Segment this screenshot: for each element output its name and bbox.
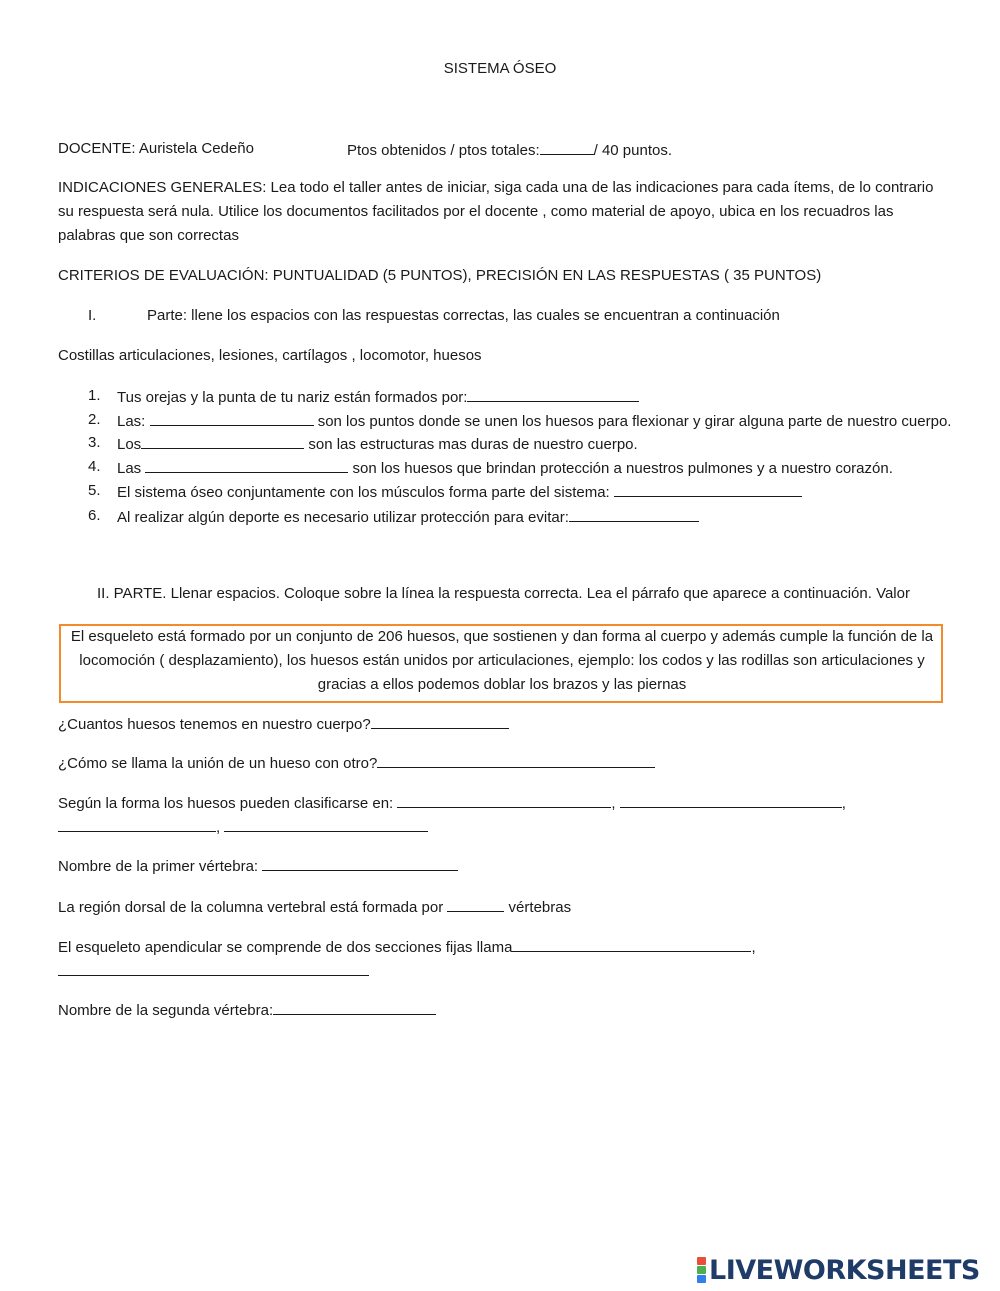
answer-blank[interactable] [145, 458, 348, 473]
word-bank: Costillas articulaciones, lesiones, cartílagos , locomotor, huesos [58, 347, 482, 364]
part2-heading: II. PARTE. Llenar espacios. Coloque sobre la línea la respuesta correcta. Lea el párrafo que aparece a continuación. Valor [97, 585, 910, 602]
item-number: 4. [88, 458, 101, 475]
item-number: 2. [88, 411, 101, 428]
list-item: Las: son los puntos donde se unen los huesos para flexionar y girar alguna parte de nuestro cuerpo. [117, 413, 952, 430]
answer-blank[interactable] [377, 753, 655, 768]
teacher-label: DOCENTE: Auristela Cedeño [58, 140, 254, 157]
question-bone-classification: Según la forma los huesos pueden clasificarse en: , , [58, 795, 846, 812]
question-second-vertebra: Nombre de la segunda vértebra: [58, 1000, 436, 1020]
item-number: 5. [88, 482, 101, 499]
score-suffix: / 40 puntos. [593, 142, 673, 159]
score-blank[interactable] [540, 140, 594, 155]
brand-name: LIVEWORKSHEETS [709, 1254, 980, 1286]
question-bones-count: ¿Cuantos huesos tenemos en nuestro cuerpo? [58, 714, 509, 734]
answer-blank[interactable] [447, 897, 504, 912]
answer-blank[interactable] [224, 817, 428, 832]
question-bone-joint: ¿Cómo se llama la unión de un hueso con otro? [58, 753, 655, 773]
list-item: Tus orejas y la punta de tu nariz están formados por: [117, 387, 639, 407]
question-appendicular-skeleton: El esqueleto apendicular se comprende de dos secciones fijas llama , [58, 939, 756, 956]
answer-blank[interactable] [371, 714, 509, 729]
list-item: El sistema óseo conjuntamente con los músculos forma parte del sistema: [117, 482, 802, 502]
answer-blank[interactable] [569, 507, 699, 522]
list-item: Al realizar algún deporte es necesario utilizar protección para evitar: [117, 507, 699, 527]
question-appendicular-skeleton-cont [58, 961, 369, 981]
answer-blank[interactable] [467, 387, 639, 402]
item-number: 6. [88, 507, 101, 524]
answer-blank[interactable] [141, 434, 304, 449]
answer-blank[interactable] [273, 1000, 436, 1015]
part1-number: I. [88, 307, 97, 324]
liveworksheets-logo [697, 1253, 980, 1287]
list-item: Los son las estructuras mas duras de nuestro cuerpo. [117, 436, 638, 453]
answer-blank[interactable] [512, 937, 751, 952]
answer-blank[interactable] [397, 793, 611, 808]
evaluation-criteria: CRITERIOS DE EVALUACIÓN: PUNTUALIDAD (5 PUNTOS), PRECISIÓN EN LAS RESPUESTAS ( 35 PUNTOS) [58, 267, 822, 284]
question-first-vertebra: Nombre de la primer vértebra: [58, 856, 458, 876]
answer-blank[interactable] [262, 856, 458, 871]
item-number: 3. [88, 434, 101, 451]
answer-blank[interactable] [58, 961, 369, 976]
score-line [347, 140, 672, 160]
score-prefix: Ptos obtenidos / ptos totales: [347, 142, 540, 159]
question-bone-classification-cont: , [58, 817, 428, 837]
part1-heading: Parte: llene los espacios con las respuestas correctas, las cuales se encuentran a continuación [147, 307, 780, 324]
reading-passage: El esqueleto está formado por un conjunto de 206 huesos, que sostienen y dan forma al cuerpo y además cumple la función de la locomoción ( desplazamiento), los huesos están unidos por articulaciones, ejemplo: los codos y las rodillas son articulaciones y gracias a ellos podemos doblar los brazos y las piernas [70, 628, 934, 693]
answer-blank[interactable] [150, 411, 314, 426]
question-dorsal-region: La región dorsal de la columna vertebral está formada por vértebras [58, 899, 572, 916]
page-title: SISTEMA ÓSEO [443, 60, 557, 77]
answer-blank[interactable] [58, 817, 216, 832]
general-instructions: INDICACIONES GENERALES: Lea todo el taller antes de iniciar, siga cada una de las indicaciones para cada ítems, de lo contrario su respuesta será nula. Utilice los documentos facilitados por el docente , como material de apoyo, ubica en los recuadros las palabras que son correctas [58, 179, 934, 244]
list-item: Las son los huesos que brindan protección a nuestros pulmones y a nuestro corazón. [117, 460, 893, 477]
liveworksheets-mark-icon [697, 1257, 706, 1283]
answer-blank[interactable] [620, 793, 842, 808]
answer-blank[interactable] [614, 482, 802, 497]
item-number: 1. [88, 387, 101, 404]
